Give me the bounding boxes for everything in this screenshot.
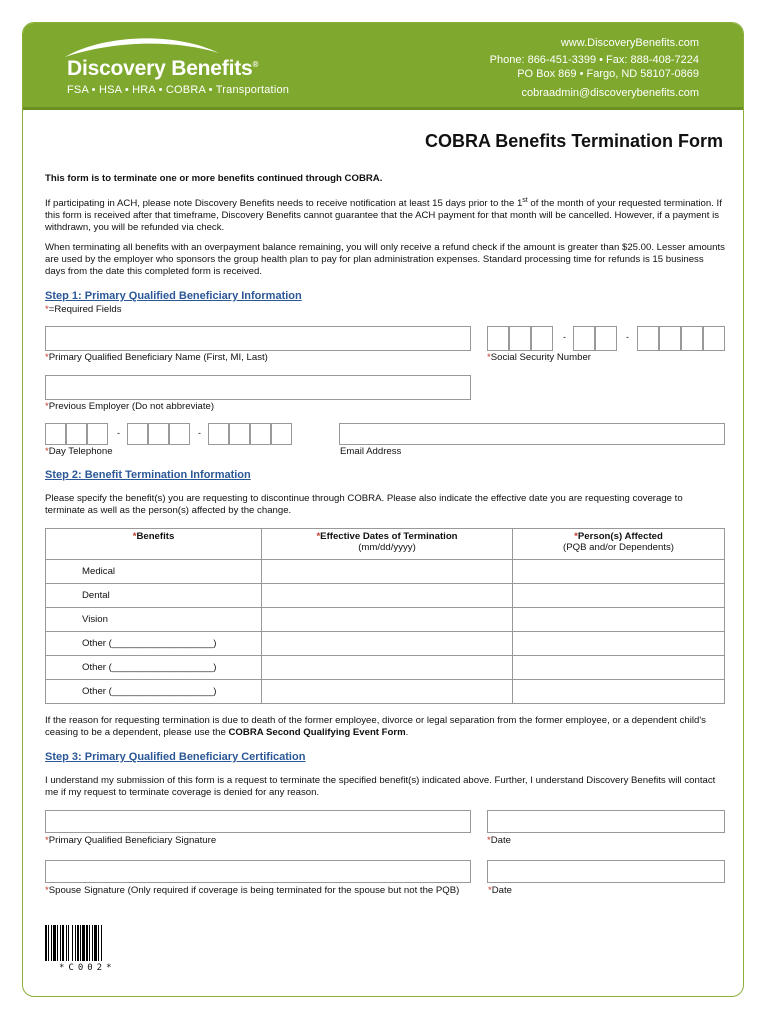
benefit-name: Vision xyxy=(46,608,262,632)
phone-digit-6[interactable] xyxy=(169,423,190,445)
step2-instructions: Please specify the benefit(s) you are requesting to discontinue through COBRA. Please also indicate the effective date you are requesting coverage to terminate as well as the person(s) affected by the change. xyxy=(45,493,683,516)
brand-phone-fax: Phone: 866-451-3399 • Fax: 888-408-7224 xyxy=(489,54,699,66)
table-row xyxy=(46,584,725,608)
persons-affected-cell[interactable] xyxy=(513,584,725,608)
intro-ach-text: If participating in ACH, please note Discovery Benefits needs to receive notification at least 15 days prior to the 1 xyxy=(45,198,523,210)
brand-email[interactable]: cobraadmin@discoverybenefits.com xyxy=(521,87,699,99)
required-asterisk: * xyxy=(488,885,492,896)
pqb-date-label xyxy=(487,835,511,846)
pqb-signature-label-text: Primary Qualified Beneficiary Signature xyxy=(48,835,217,846)
phone-digit-8[interactable] xyxy=(229,423,250,445)
ssn-label-text: Social Security Number xyxy=(490,352,591,363)
persons-affected-cell[interactable] xyxy=(513,608,725,632)
phone-digit-2[interactable] xyxy=(66,423,87,445)
spouse-signature-input[interactable] xyxy=(45,860,471,883)
required-asterisk: * xyxy=(487,352,491,363)
intro-ach xyxy=(45,195,725,234)
spouse-signature-label xyxy=(45,885,459,896)
intro-ach-text-2: of the month of your requested termination. If this form is received after that timeframe, Discovery Benefits cannot guarantee that the ACH payment for that month will be cancelled. However, if a payment is withdrawn, you will be refunded via check. xyxy=(45,198,722,234)
effective-date-cell[interactable] xyxy=(262,632,513,656)
phone-label xyxy=(45,446,113,457)
effective-date-cell[interactable] xyxy=(262,680,513,704)
required-asterisk: * xyxy=(45,885,49,896)
brand-tagline: FSA • HSA • HRA • COBRA • Transportation xyxy=(67,84,290,96)
pqb-date-input[interactable] xyxy=(487,810,725,833)
pqb-name-input[interactable] xyxy=(45,326,471,351)
barcode-icon xyxy=(45,925,135,961)
previous-employer-label xyxy=(45,401,214,412)
page-title: COBRA Benefits Termination Form xyxy=(424,131,723,151)
header-banner xyxy=(23,23,743,110)
required-asterisk: * xyxy=(45,835,49,846)
step2-heading: Step 2: Benefit Termination Information xyxy=(45,469,251,481)
table-row xyxy=(46,632,725,656)
table-row xyxy=(46,680,725,704)
ssn-separator: - xyxy=(563,332,566,342)
barcode-text: *C002* xyxy=(59,963,116,973)
col-persons-affected xyxy=(513,529,725,560)
required-asterisk: * xyxy=(45,401,49,412)
pqb-name-label-text: Primary Qualified Beneficiary Name (First, MI, Last) xyxy=(48,352,268,363)
required-asterisk: * xyxy=(132,531,137,542)
benefit-name: Medical xyxy=(46,560,262,584)
required-asterisk: * xyxy=(316,531,321,542)
col-effective-dates xyxy=(262,529,513,560)
ssn-digit-3[interactable] xyxy=(531,326,553,351)
spouse-date-label xyxy=(488,885,512,896)
phone-digit-5[interactable] xyxy=(148,423,169,445)
effective-date-cell[interactable] xyxy=(262,608,513,632)
persons-affected-cell[interactable] xyxy=(513,632,725,656)
brand-reg-mark: ® xyxy=(252,60,259,69)
ssn-digit-9[interactable] xyxy=(703,326,725,351)
col-persons-sub: (PQB and/or Dependents) xyxy=(563,542,674,553)
persons-affected-cell[interactable] xyxy=(513,560,725,584)
brand-website[interactable]: www.DiscoveryBenefits.com xyxy=(560,37,699,49)
col-benefits xyxy=(46,529,262,560)
ssn-digit-1[interactable] xyxy=(487,326,509,351)
required-asterisk: * xyxy=(45,352,49,363)
effective-date-cell[interactable] xyxy=(262,560,513,584)
col-benefits-text: Benefits xyxy=(136,531,175,542)
previous-employer-input[interactable] xyxy=(45,375,471,400)
ssn-digit-8[interactable] xyxy=(681,326,703,351)
required-asterisk: * xyxy=(45,446,49,457)
required-asterisk: * xyxy=(45,304,49,315)
ssn-digit-5[interactable] xyxy=(595,326,617,351)
previous-employer-label-text: Previous Employer (Do not abbreviate) xyxy=(48,401,215,412)
form-frame xyxy=(22,22,744,997)
pqb-date-label-text: Date xyxy=(490,835,511,846)
email-label: Email Address xyxy=(340,446,402,457)
step1-heading: Step 1: Primary Qualified Beneficiary Information xyxy=(45,290,302,302)
ssn-digit-2[interactable] xyxy=(509,326,531,351)
brand-name-text: Discovery Benefits xyxy=(67,57,253,80)
effective-date-cell[interactable] xyxy=(262,584,513,608)
phone-digit-9[interactable] xyxy=(250,423,271,445)
ssn-label xyxy=(487,352,591,363)
death-note-text: If the reason for requesting termination is due to death of the former employee, divorce or legal separation from the former employee, or a dependent child's ceasing to be a dependent, please use the xyxy=(45,715,706,738)
spouse-date-input[interactable] xyxy=(487,860,725,883)
benefits-table xyxy=(45,528,725,704)
brand-name xyxy=(67,57,258,81)
benefit-name[interactable]: Other (___________________) xyxy=(46,656,262,680)
intro-ach-sup: st xyxy=(522,197,528,204)
table-row xyxy=(46,656,725,680)
required-asterisk: * xyxy=(487,835,491,846)
required-note xyxy=(45,304,122,315)
phone-label-text: Day Telephone xyxy=(48,446,113,457)
email-input[interactable] xyxy=(339,423,725,445)
ssn-separator: - xyxy=(626,332,629,342)
table-row xyxy=(46,608,725,632)
pqb-signature-input[interactable] xyxy=(45,810,471,833)
required-asterisk: * xyxy=(574,531,578,542)
col-persons-text: Person(s) Affected xyxy=(577,531,663,542)
ssn-digit-6[interactable] xyxy=(637,326,659,351)
brand-address: PO Box 869 • Fargo, ND 58107-0869 xyxy=(517,68,699,80)
benefits-table-header xyxy=(46,529,725,560)
step3-heading: Step 3: Primary Qualified Beneficiary Certification xyxy=(45,751,306,763)
spouse-signature-label-text: Spouse Signature (Only required if coverage is being terminated for the spouse but not the PQB) xyxy=(48,885,460,896)
effective-date-cell[interactable] xyxy=(262,656,513,680)
phone-digit-4[interactable] xyxy=(127,423,148,445)
phone-digit-1[interactable] xyxy=(45,423,66,445)
death-note-end: . xyxy=(405,727,409,738)
ssn-digit-7[interactable] xyxy=(659,326,681,351)
benefit-name[interactable]: Other (___________________) xyxy=(46,680,262,704)
phone-digit-10[interactable] xyxy=(271,423,292,445)
persons-affected-cell[interactable] xyxy=(513,656,725,680)
persons-affected-cell[interactable] xyxy=(513,680,725,704)
ssn-digit-4[interactable] xyxy=(573,326,595,351)
intro-lead: This form is to terminate one or more benefits continued through COBRA. xyxy=(45,173,383,184)
benefit-name[interactable]: Other (___________________) xyxy=(46,632,262,656)
intro-overpayment: When terminating all benefits with an overpayment balance remaining, you will only receive a refund check if the amount is greater than $25.00. Lesser amounts are used by the employer who sponsors the group health plan to pay for plan administration expenses. Standard processing time for refunds is 15 business days from the date this completed form is received. xyxy=(45,242,725,277)
required-note-text: =Required Fields xyxy=(48,304,122,315)
death-note xyxy=(45,715,725,739)
phone-separator: - xyxy=(198,428,201,438)
second-qualifying-event-form-ref: COBRA Second Qualifying Event Form xyxy=(228,727,406,738)
phone-digit-7[interactable] xyxy=(208,423,229,445)
table-row xyxy=(46,560,725,584)
step3-statement: I understand my submission of this form is a request to terminate the specified benefit(s) indicated above. Further, I understand Discovery Benefits will contact me if my request to terminate coverage is denied for any reason. xyxy=(45,775,716,798)
col-effective-dates-text: Effective Dates of Termination xyxy=(320,531,458,542)
phone-digit-3[interactable] xyxy=(87,423,108,445)
benefit-name: Dental xyxy=(46,584,262,608)
phone-separator: - xyxy=(117,428,120,438)
pqb-name-label xyxy=(45,352,268,363)
pqb-signature-label xyxy=(45,835,216,846)
col-effective-dates-sub: (mm/dd/yyyy) xyxy=(358,542,416,553)
spouse-date-label-text: Date xyxy=(491,885,512,896)
